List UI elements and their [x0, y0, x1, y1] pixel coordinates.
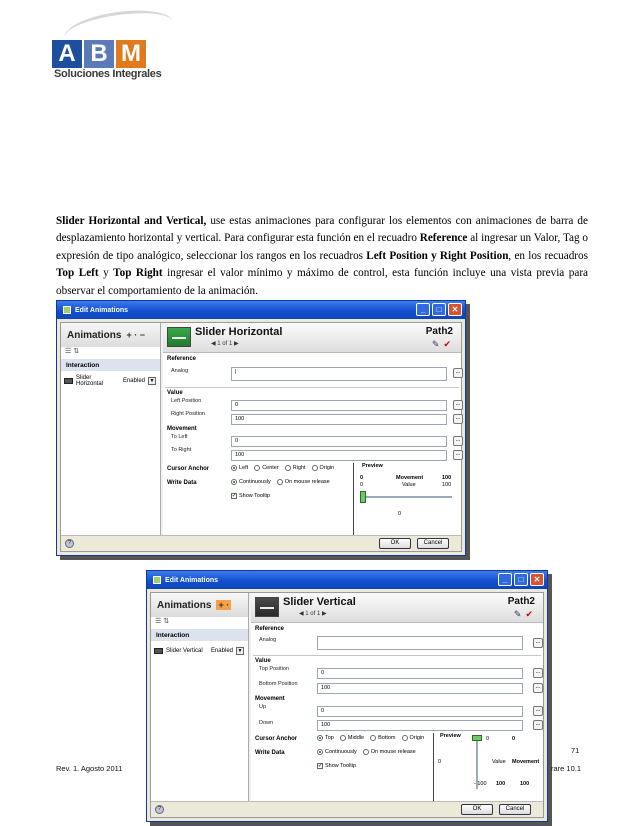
down-input[interactable]: 100	[317, 720, 523, 731]
dialog-titlebar	[57, 301, 465, 319]
write-continuously-radio[interactable]: Continuously	[317, 749, 357, 755]
preview-movement-max: 100	[520, 781, 530, 787]
para-text-2: al ingresar un Valor, Tag o expresión de tipo analógico, seleccionar los rangos en los recuadros	[56, 232, 588, 262]
path-label: Path2	[425, 326, 453, 337]
apply-icons[interactable]: ✎ ✔	[513, 609, 533, 619]
para-text-5: ingresar el valor mínimo y máximo de control, esta función incluye una vista previa para observar el comportamiento de la animación.	[56, 267, 589, 297]
analog-label: Analog	[171, 368, 189, 374]
write-on-release-radio[interactable]: On mouse release	[277, 479, 330, 485]
write-data-label: Write Data	[255, 750, 285, 756]
bottom-position-label: Bottom Position	[259, 681, 298, 687]
preview-top-value: 0	[486, 736, 490, 742]
window-title: Edit Animations	[75, 306, 129, 314]
preview-slider-handle[interactable]	[360, 491, 366, 503]
reference-section: Reference	[255, 626, 285, 632]
reference-section: Reference	[167, 356, 197, 362]
dialog-titlebar	[147, 571, 547, 589]
up-input[interactable]: 0	[317, 706, 523, 717]
preview-current-value: 0	[398, 511, 402, 517]
animations-list-pane	[61, 323, 161, 535]
logo-letters	[52, 40, 146, 68]
preview-movement-label: Movement	[396, 475, 424, 481]
term-reference: Reference	[419, 232, 468, 245]
chevron-down-icon[interactable]: ▼	[237, 648, 243, 654]
footer-right-text: rare 10.1	[551, 764, 582, 773]
minimize-button[interactable]: _	[416, 303, 430, 316]
bottom-position-input[interactable]: 100	[317, 683, 523, 694]
down-browse-button[interactable]: ...	[533, 720, 543, 730]
anchor-top-radio[interactable]: Top	[317, 735, 334, 741]
app-icon	[153, 576, 161, 584]
path-label: Path2	[507, 596, 535, 607]
close-button[interactable]: ✕	[448, 303, 462, 316]
write-data-options	[317, 749, 416, 755]
preview-movement-label: Movement	[512, 759, 540, 765]
show-tooltip-label: Show Tooltip	[239, 493, 271, 499]
anchor-left-radio[interactable]: Left	[231, 465, 248, 471]
preview-panel	[433, 733, 547, 809]
reference-input[interactable]	[317, 636, 523, 650]
anchor-center-radio[interactable]: Center	[254, 465, 279, 471]
anchor-right-radio[interactable]: Right	[285, 465, 306, 471]
slider-vertical-icon	[154, 648, 163, 654]
logo-letter-a: A	[52, 40, 82, 68]
divider	[165, 387, 459, 388]
down-label: Down	[259, 720, 274, 726]
description-paragraph	[56, 213, 588, 300]
logo-tagline: Soluciones Integrales	[54, 68, 162, 80]
animation-list-item[interactable]	[61, 375, 160, 387]
to-left-browse-button[interactable]: ...	[453, 436, 463, 446]
write-on-release-radio[interactable]: On mouse release	[363, 749, 416, 755]
edit-icon: ✎	[431, 339, 440, 349]
movement-section: Movement	[167, 426, 197, 432]
dialog-footer	[61, 535, 461, 551]
animations-list-pane	[151, 593, 249, 801]
ok-button[interactable]: OK	[379, 538, 411, 549]
top-position-input[interactable]: 0	[317, 668, 523, 679]
anchor-origin-radio[interactable]: Origin	[402, 735, 425, 741]
cursor-anchor-label: Cursor Anchor	[255, 736, 298, 742]
term-top-left: Top Left	[56, 267, 99, 280]
animations-label: Animations	[67, 329, 122, 341]
to-left-input[interactable]: 0	[231, 436, 447, 447]
write-continuously-radio[interactable]: Continuously	[231, 479, 271, 485]
ok-button[interactable]: OK	[461, 804, 493, 815]
chevron-down-icon[interactable]: ▼	[149, 378, 155, 384]
dialog-body	[60, 322, 462, 552]
close-button[interactable]: ✕	[530, 573, 544, 586]
show-tooltip-label: Show Tooltip	[325, 763, 357, 769]
value-section: Value	[167, 390, 183, 396]
animations-header	[151, 593, 248, 617]
preview-value-max: 100	[496, 781, 506, 787]
preview-current-value: 0	[512, 736, 516, 742]
to-left-label: To Left	[171, 434, 188, 440]
to-right-input[interactable]: 100	[231, 450, 447, 461]
preview-slider-track	[362, 496, 452, 498]
preview-label: Preview	[362, 463, 383, 469]
divider	[253, 655, 541, 656]
help-icon[interactable]: ?	[65, 539, 74, 548]
term-left-right: Left Position y Right Position	[366, 249, 509, 262]
para-text-4: y	[98, 267, 114, 280]
add-animation-icon[interactable]: + · −	[126, 330, 145, 340]
animation-title: Slider Vertical	[283, 596, 356, 608]
animation-item-state: Enabled	[122, 378, 145, 384]
dialog-body	[150, 592, 544, 818]
analog-label: Analog	[259, 637, 277, 643]
value-section: Value	[255, 658, 271, 664]
animations-header	[61, 323, 160, 347]
dialog-footer	[151, 801, 543, 817]
right-position-browse-button[interactable]: ...	[453, 414, 463, 424]
preview-value-right: 100	[442, 475, 452, 481]
show-tooltip-checkbox[interactable]: ✔ Show Tooltip	[318, 763, 357, 769]
up-label: Up	[259, 704, 267, 710]
properties-header	[163, 323, 461, 353]
animation-title: Slider Horizontal	[195, 326, 283, 338]
animation-item-name: Slider Vertical	[166, 648, 203, 654]
animations-label: Animations	[157, 599, 212, 611]
cursor-anchor-label: Cursor Anchor	[167, 466, 210, 472]
window-title: Edit Animations	[165, 576, 219, 584]
animation-item-name: Slider Horizontal	[75, 375, 103, 387]
maximize-button[interactable]: □	[514, 573, 528, 586]
reference-input[interactable]: |	[231, 367, 447, 381]
anchor-origin-radio[interactable]: Origin	[312, 465, 335, 471]
to-right-label: To Right	[171, 447, 192, 453]
anchor-middle-radio[interactable]: Middle	[340, 735, 364, 741]
bottom-position-browse-button[interactable]: ...	[533, 683, 543, 693]
properties-header	[251, 593, 543, 623]
preview-value-min: 0	[360, 482, 364, 488]
preview-min-value: 0	[438, 759, 442, 765]
list-toolbar: ☰ ⇅	[155, 618, 170, 625]
write-data-label: Write Data	[167, 480, 197, 486]
term-slider: Slider Horizontal and Vertical,	[56, 215, 207, 227]
animation-item-state: Enabled	[210, 648, 233, 654]
top-position-browse-button[interactable]: ...	[533, 668, 543, 678]
cursor-anchor-options	[317, 735, 424, 741]
animation-properties-pane	[251, 593, 543, 801]
write-data-options	[231, 479, 330, 485]
left-position-input[interactable]: 0	[231, 400, 447, 411]
interaction-section: Interaction	[61, 359, 160, 371]
cursor-anchor-options	[231, 465, 334, 471]
preview-value-label: Value	[402, 482, 416, 488]
animation-properties-pane	[163, 323, 461, 535]
app-icon	[63, 306, 71, 314]
preview-bottom-value: - 100	[474, 781, 487, 787]
logo-letter-b: B	[84, 40, 114, 68]
page-number: 71	[571, 746, 580, 755]
minimize-button[interactable]: _	[498, 573, 512, 586]
preview-panel	[353, 463, 465, 539]
slider-horizontal-large-icon	[167, 327, 191, 347]
animation-list-item[interactable]	[151, 645, 248, 657]
preview-slider-handle[interactable]	[472, 735, 482, 741]
right-position-label: Right Position	[171, 411, 205, 417]
preview-label: Preview	[440, 733, 461, 739]
reference-browse-button[interactable]: ...	[533, 638, 543, 648]
para-text-1: use estas animaciones para configurar los elementos con animaciones de barra de desplazamiento horizontal y vertical. Para configurar esta función en el recuadro	[56, 215, 588, 245]
left-position-browse-button[interactable]: ...	[453, 400, 463, 410]
page-navigator[interactable]: ◀ 1 of 1 ▶	[211, 341, 239, 347]
add-animation-icon[interactable]: + ·	[218, 600, 230, 610]
anchor-bottom-radio[interactable]: Bottom	[370, 735, 395, 741]
slider-horizontal-icon	[64, 378, 73, 384]
abm-logo	[44, 10, 184, 82]
logo-letter-m: M	[116, 40, 146, 68]
maximize-button[interactable]: □	[432, 303, 446, 316]
cancel-button[interactable]: Cancel	[417, 538, 449, 549]
para-text-3: , en los recuadros	[508, 249, 588, 262]
top-position-label: Top Position	[259, 666, 289, 672]
edit-animations-dialog-vertical	[146, 570, 548, 822]
preview-value-label: Value	[492, 759, 506, 765]
preview-value-max: 100	[442, 482, 452, 488]
revision-label: Rev. 1. Agosto 2011	[56, 764, 123, 773]
page-navigator[interactable]: ◀ 1 of 1 ▶	[299, 611, 327, 617]
movement-section: Movement	[255, 696, 285, 702]
preview-value-left: 0	[360, 475, 364, 481]
reference-browse-button[interactable]: ...	[453, 368, 463, 378]
edit-animations-dialog-horizontal	[56, 300, 466, 556]
right-position-input[interactable]: 100	[231, 414, 447, 425]
slider-vertical-large-icon	[255, 597, 279, 617]
apply-icons[interactable]: ✎ ✔	[431, 339, 451, 349]
list-toolbar: ☰ ⇅	[65, 348, 80, 355]
interaction-section: Interaction	[151, 629, 248, 641]
show-tooltip-checkbox[interactable]: ✔ Show Tooltip	[232, 493, 271, 499]
term-top-right: Top Right	[113, 267, 163, 280]
up-browse-button[interactable]: ...	[533, 706, 543, 716]
left-position-label: Left Position	[171, 398, 202, 404]
edit-icon: ✎	[513, 609, 522, 619]
help-icon[interactable]: ?	[155, 805, 164, 814]
to-right-browse-button[interactable]: ...	[453, 450, 463, 460]
cancel-button[interactable]: Cancel	[499, 804, 531, 815]
